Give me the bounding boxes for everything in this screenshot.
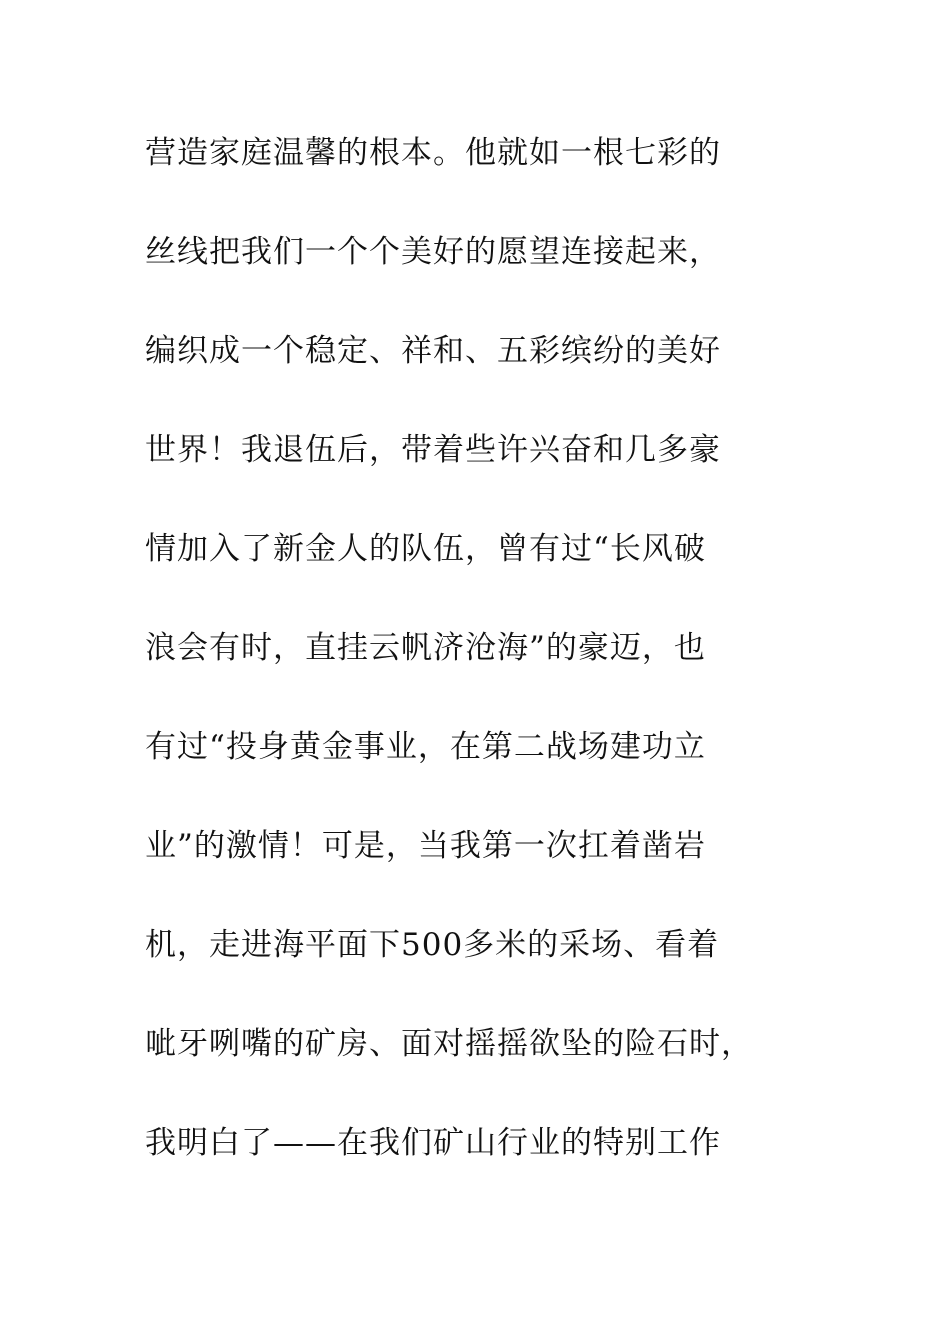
body-text <box>145 123 825 1212</box>
text-line: 有过“投身黄金事业，在第二战场建功立 <box>145 729 706 765</box>
text-line: 呲牙咧嘴的矿房、面对摇摇欲坠的险石时， <box>145 1026 753 1062</box>
text-line: 营造家庭温馨的根本。他就如一根七彩的 <box>145 135 721 171</box>
text-line: 世界！我退伍后，带着些许兴奋和几多豪 <box>145 432 721 468</box>
text-line: 我明白了——在我们矿山行业的特别工作 <box>145 1125 721 1161</box>
text-line: 业”的激情！可是，当我第一次扛着凿岩 <box>145 828 706 864</box>
text-line: 丝线把我们一个个美好的愿望连接起来， <box>145 234 721 270</box>
text-line: 机，走进海平面下500多米的采场、看着 <box>145 927 720 963</box>
text-line: 情加入了新金人的队伍，曾有过“长风破 <box>145 531 706 567</box>
text-line: 编织成一个稳定、祥和、五彩缤纷的美好 <box>145 333 721 369</box>
text-line: 浪会有时，直挂云帆济沧海”的豪迈，也 <box>145 630 706 666</box>
